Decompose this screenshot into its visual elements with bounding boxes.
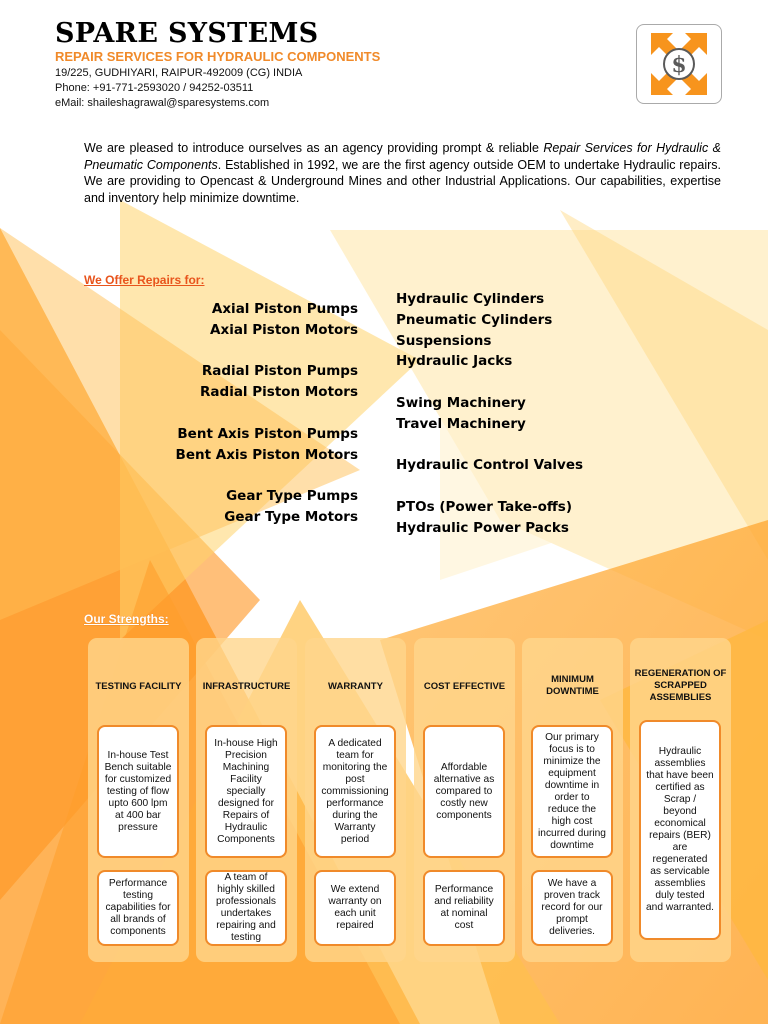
list-item: Hydraulic Power Packs <box>396 519 569 536</box>
card-box-single: Hydraulic assemblies that have been certified as Scrap / beyond economical repairs (BER) are regenerated as servicable assemblies duly tested and warranted. <box>639 720 721 940</box>
card-box-top: Our primary focus is to minimize the equipment downtime in order to reduce the high cost incurred during downtime <box>531 725 613 858</box>
company-tagline: REPAIR SERVICES FOR HYDRAULIC COMPONENTS <box>55 49 381 64</box>
email-address[interactable]: eMail: shaileshagrawal@sparesystems.com <box>55 97 270 109</box>
address: 19/225, GUDHIYARI, RAIPUR-492009 (CG) INDIA <box>55 67 303 79</box>
list-item: PTOs (Power Take-offs) <box>396 498 573 515</box>
card-box-bottom: We have a proven track record for our prompt deliveries. <box>531 870 613 946</box>
repairs-list-right <box>396 289 696 539</box>
card-title: INFRASTRUCTURE <box>202 681 291 692</box>
list-item: Bent Axis Piston Pumps <box>177 425 358 442</box>
card-title: REGENERATION OF SCRAPPED ASSEMBLIES <box>634 668 727 703</box>
svg-text:$: $ <box>671 52 687 78</box>
card-title: MINIMUM DOWNTIME <box>546 674 599 697</box>
list-item: Suspensions <box>396 332 492 349</box>
strength-card-infrastructure <box>196 638 297 962</box>
strength-card-testing <box>88 638 189 962</box>
strength-card-minimum-downtime <box>522 638 623 962</box>
card-title: TESTING FACILITY <box>95 681 182 692</box>
list-item: Hydraulic Jacks <box>396 353 513 370</box>
repairs-heading: We Offer Repairs for: <box>84 273 205 287</box>
strengths-heading: Our Strengths: <box>84 612 169 626</box>
strength-card-cost-effective <box>414 638 515 962</box>
intro-italic-services: Repair Services for Hydraulic & Pneumatic Components <box>84 141 721 172</box>
card-box-top: In-house High Precision Machining Facility specially designed for Repairs of Hydraulic Components <box>205 725 287 858</box>
list-item: Hydraulic Control Valves <box>396 457 584 474</box>
list-item: Axial Piston Pumps <box>211 301 358 317</box>
list-item: Travel Machinery <box>396 415 526 432</box>
list-item: Radial Piston Motors <box>200 384 358 401</box>
card-box-top: Affordable alternative as compared to costly new components <box>423 725 505 858</box>
card-title: COST EFFECTIVE <box>423 681 506 692</box>
list-item: Bent Axis Piston Motors <box>175 446 358 463</box>
card-box-bottom: Performance and reliability at nominal cost <box>423 870 505 946</box>
dollar-arrows-logo-icon <box>636 24 722 104</box>
strength-card-warranty <box>305 638 406 962</box>
card-box-bottom: A team of highly skilled professionals undertakes repairing and testing <box>205 870 287 946</box>
intro-paragraph: We are pleased to introduce ourselves as an agency providing prompt & reliable Repair Services for Hydraulic & Pneumatic Components. Established in 1992, we are the first agency outside OEM to undertake Hydraulic repairs. We are providing to Opencast & Underground Mines and other Industrial Applications. Our capabilities, expertise and inventory help minimize downtime. <box>84 141 721 205</box>
repairs-list-left <box>140 299 358 528</box>
card-box-top: A dedicated team for monitoring the post commissioning performance during the Warranty period <box>314 725 396 858</box>
list-item: Hydraulic Cylinders <box>396 291 545 307</box>
list-item: Swing Machinery <box>396 394 526 411</box>
list-item: Gear Type Pumps <box>226 488 358 505</box>
company-name: SPARE SYSTEMS <box>55 18 319 49</box>
card-box-top: In-house Test Bench suitable for customized testing of flow upto 600 lpm at 400 bar pressure <box>97 725 179 858</box>
card-title: WARRANTY <box>328 681 383 692</box>
contact-block <box>55 66 302 111</box>
phone-numbers: Phone: +91-771-2593020 / 94252-03511 <box>55 82 254 94</box>
list-item: Pneumatic Cylinders <box>396 311 553 328</box>
card-box-bottom: We extend warranty on each unit repaired <box>314 870 396 946</box>
card-box-bottom: Performance testing capabilities for all brands of components <box>97 870 179 946</box>
list-item: Radial Piston Pumps <box>201 363 358 380</box>
strength-card-regeneration <box>630 638 731 962</box>
list-item: Axial Piston Motors <box>210 321 358 338</box>
list-item: Gear Type Motors <box>224 508 358 525</box>
